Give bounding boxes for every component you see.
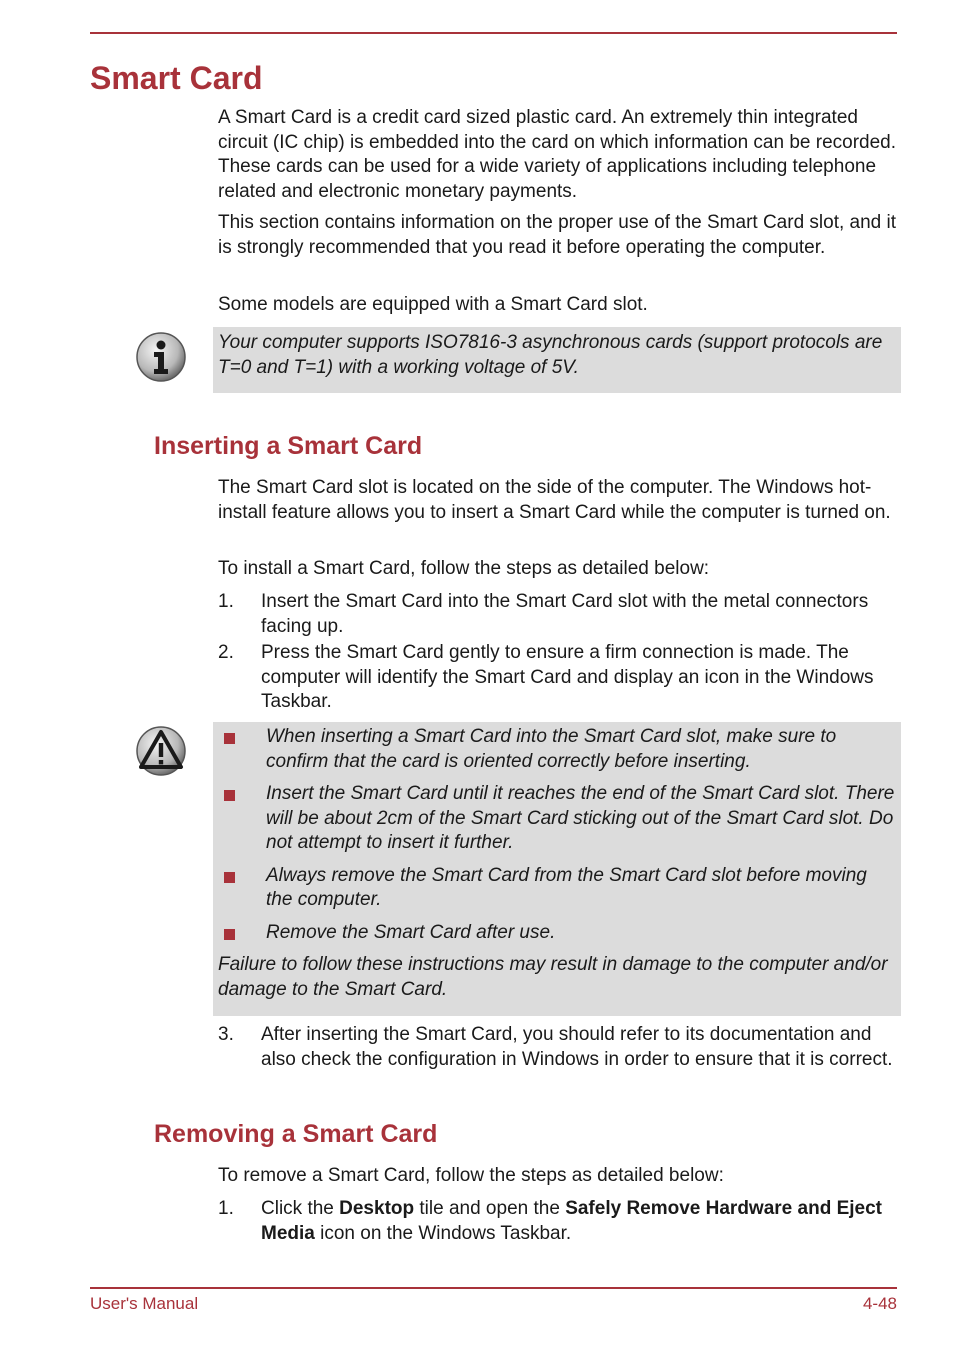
insert-step-1: 1. Insert the Smart Card into the Smart Card slot with the metal connectors facing up.	[218, 591, 869, 637]
inserting-paragraph-2: To install a Smart Card, follow the steps as detailed below:	[218, 558, 710, 579]
bullet-square-icon	[224, 790, 235, 801]
bullet-square-icon	[224, 872, 235, 883]
inserting-paragraph-1: The Smart Card slot is located on the side of the computer. The Windows hot-install feature allows you to insert a Smart Card while the computer is turned on.	[218, 477, 891, 523]
top-rule	[90, 32, 897, 34]
removing-paragraph: To remove a Smart Card, follow the steps as detailed below:	[218, 1165, 724, 1186]
bottom-rule	[90, 1287, 897, 1289]
safely-remove-icon-label: Safely Remove Hardware and Eject Media	[261, 1198, 882, 1244]
bullet-square-icon	[224, 929, 235, 940]
caution-bullet: Insert the Smart Card until it reaches the end of the Smart Card slot. There will be about 2cm of the Smart Card sticking out of the Smart Card slot. Do not attempt to insert it further.	[218, 782, 895, 856]
desktop-tile-label: Desktop	[339, 1198, 415, 1219]
intro-paragraph-1: A Smart Card is a credit card sized plastic card. An extremely thin integrated circuit (IC chip) is embedded into the card on which information can be recorded. These cards can be used for a wide variety of applications including telephone related and electronic monetary payments.	[218, 107, 897, 202]
heading-inserting-smart-card: Inserting a Smart Card	[154, 432, 423, 460]
caution-bullet: Remove the Smart Card after use.	[218, 921, 895, 946]
caution-bullet: When inserting a Smart Card into the Smart Card slot, make sure to confirm that the card is oriented correctly before inserting.	[218, 725, 895, 774]
info-note: Your computer supports ISO7816-3 asynchronous cards (support protocols are T=0 and T=1) with a working voltage of 5V.	[213, 327, 901, 393]
intro-paragraph-2: This section contains information on the proper use of the Smart Card slot, and it is strongly recommended that you read it before operating the computer.	[218, 212, 897, 258]
caution-bullet: Always remove the Smart Card from the Smart Card slot before moving the computer.	[218, 864, 895, 913]
insert-step-3: 3. After inserting the Smart Card, you should refer to its documentation and also check the configuration in Windows in order to ensure that it is correct.	[218, 1024, 893, 1070]
footer-page-number: 4-48	[862, 1294, 897, 1313]
caution-note	[213, 722, 901, 1016]
heading-removing-smart-card: Removing a Smart Card	[154, 1120, 438, 1148]
intro-paragraph-3: Some models are equipped with a Smart Card slot.	[218, 294, 648, 315]
bullet-square-icon	[224, 733, 235, 744]
remove-step-1: 1. Click the Desktop tile and open the Safely Remove Hardware and Eject Media icon on the Windows Taskbar.	[218, 1198, 882, 1244]
footer-manual-label: User's Manual	[90, 1294, 199, 1313]
info-icon	[134, 330, 188, 384]
caution-icon	[134, 724, 188, 778]
caution-footer: Failure to follow these instructions may result in damage to the computer and/or damage to the Smart Card.	[218, 954, 888, 1000]
page-title: Smart Card	[90, 60, 263, 96]
insert-step-2: 2. Press the Smart Card gently to ensure a firm connection is made. The computer will identify the Smart Card and display an icon in the Windows Taskbar.	[218, 642, 874, 712]
